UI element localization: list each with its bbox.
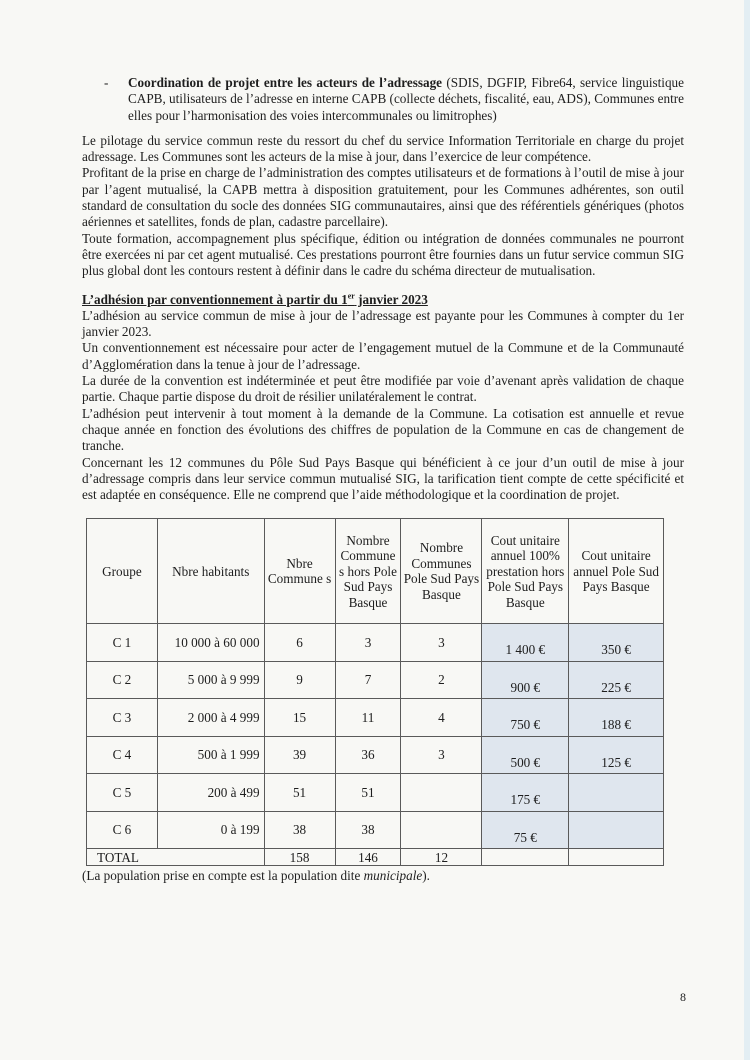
table-row <box>87 661 664 699</box>
cell-cout-psb: 125 € <box>569 736 664 774</box>
header-cout-psb: Cout unitaire annuel Pole Sud Pays Basque <box>569 519 664 624</box>
cell-cout-psb: 225 € <box>569 661 664 699</box>
cell-cout-psb <box>569 774 664 812</box>
cell-cout-psb <box>569 811 664 849</box>
total-label: TOTAL <box>87 849 265 866</box>
tarif-table <box>86 518 664 866</box>
cell-habitants: 200 à 499 <box>157 774 264 812</box>
table-row <box>87 699 664 737</box>
table-row <box>87 736 664 774</box>
heading-text-end: janvier 2023 <box>354 291 428 307</box>
cell-habitants: 5 000 à 9 999 <box>157 661 264 699</box>
cell-cout-hors: 1 400 € <box>482 624 569 662</box>
table-row <box>87 811 664 849</box>
cell-cout-hors: 900 € <box>482 661 569 699</box>
cell-cout-hors: 750 € <box>482 699 569 737</box>
cell-nbre: 9 <box>264 661 335 699</box>
header-habitants: Nbre habitants <box>157 519 264 624</box>
total-hors: 146 <box>335 849 401 866</box>
cell-cout-psb: 188 € <box>569 699 664 737</box>
cell-groupe: C 4 <box>87 736 158 774</box>
header-hors-psb: Nombre Commune s hors Pole Sud Pays Basque <box>335 519 401 624</box>
paragraph: Concernant les 12 communes du Pôle Sud Pays Basque qui bénéficient à ce jour d’un outil de mise à jour d’adressage compris dans leur service commun mutualisé SIG, la tarification tient compte de cette spécificité et est adaptée en conséquence. Elle ne comprend que l’aide méthodologique et la coordination de projet. <box>82 454 684 503</box>
header-groupe: Groupe <box>87 519 158 624</box>
cell-cout-hors: 175 € <box>482 774 569 812</box>
heading-sup: er <box>347 291 355 301</box>
section-heading <box>82 292 684 308</box>
header-cout-hors-psb: Cout unitaire annuel 100% prestation hors Pole Sud Pays Basque <box>482 519 569 624</box>
table-total-row <box>87 849 664 866</box>
total-nbre: 158 <box>264 849 335 866</box>
cell-hors: 11 <box>335 699 401 737</box>
cell-psb: 3 <box>401 736 482 774</box>
page-number: 8 <box>680 990 686 1004</box>
table-row <box>87 624 664 662</box>
table-row <box>87 774 664 812</box>
cell-psb: 2 <box>401 661 482 699</box>
cell-psb <box>401 774 482 812</box>
paragraph: Profitant de la prise en charge de l’administration des comptes utilisateurs et de formations à l’outil de mise à jour par l’agent mutualisé, la CAPB mettra à disposition gratuitement, pour les Communes adhérentes, son outil standard de consultation du socle des données SIG communautaires, ainsi que des référentiels génériques (photos aériennes et satellites, fonds de plan, cadastre parcellaire). <box>82 165 684 230</box>
note-emphasis: municipale <box>363 868 423 884</box>
cell-habitants: 500 à 1 999 <box>157 736 264 774</box>
cell-groupe: C 2 <box>87 661 158 699</box>
paragraph: La durée de la convention est indéterminée et peut être modifiée par voie d’avenant après validation de chaque partie. Chaque partie dispose du droit de résilier unilatéralement le contrat. <box>82 373 684 405</box>
cell-nbre: 15 <box>264 699 335 737</box>
cell-cout-hors: 75 € <box>482 811 569 849</box>
cell-habitants: 0 à 199 <box>157 811 264 849</box>
table-header-row <box>87 519 664 624</box>
header-nbre-communes: Nbre Commune s <box>264 519 335 624</box>
bullet-item <box>82 75 684 124</box>
cell-habitants: 10 000 à 60 000 <box>157 624 264 662</box>
scan-edge <box>744 0 750 1060</box>
note-text: (La population prise en compte est la population dite <box>82 868 364 884</box>
total-empty <box>482 849 569 866</box>
cell-groupe: C 5 <box>87 774 158 812</box>
cell-hors: 38 <box>335 811 401 849</box>
paragraph: Toute formation, accompagnement plus spécifique, édition ou intégration de données communales ne pourront être exercées ni par cet agent mutualisé. Ces prestations pourront être fournies dans un futur service commun SIG plus global dont les contours restent à définir dans le cadre du schéma directeur de mutualisation. <box>82 230 684 279</box>
header-psb: Nombre Communes Pole Sud Pays Basque <box>401 519 482 624</box>
cell-hors: 3 <box>335 624 401 662</box>
heading-text: L’adhésion par conventionnement à partir du 1 <box>82 291 348 307</box>
bullet-text: (SDIS, DGFIP, Fibre64, service linguistique CAPB, utilisateurs de l’adresse en interne CAPB (collecte déchets, fiscalité, eau, ADS), Communes entre elles pour l’harmonisation des voies intercommunales ou limitrophes) <box>128 75 684 123</box>
cell-hors: 36 <box>335 736 401 774</box>
cell-cout-psb: 350 € <box>569 624 664 662</box>
table-note <box>82 868 684 884</box>
total-psb: 12 <box>401 849 482 866</box>
cell-groupe: C 3 <box>87 699 158 737</box>
cell-nbre: 39 <box>264 736 335 774</box>
paragraph: Le pilotage du service commun reste du ressort du chef du service Information Territoriale en charge du projet adressage. Les Communes sont les acteurs de la mise à jour, dans l’exercice de leur compétence. <box>82 132 684 165</box>
cell-cout-hors: 500 € <box>482 736 569 774</box>
paragraph: Un conventionnement est nécessaire pour acter de l’engagement mutuel de la Commune et de la Communauté d’Agglomération dans la tenue à jour de l’adressage. <box>82 340 684 372</box>
cell-hors: 7 <box>335 661 401 699</box>
cell-psb <box>401 811 482 849</box>
bullet-title: Coordination de projet entre les acteurs de l’adressage <box>128 75 443 90</box>
cell-psb: 3 <box>401 624 482 662</box>
cell-groupe: C 1 <box>87 624 158 662</box>
cell-habitants: 2 000 à 4 999 <box>157 699 264 737</box>
paragraph: L’adhésion au service commun de mise à jour de l’adressage est payante pour les Communes à compter du 1er janvier 2023. <box>82 307 684 340</box>
cell-nbre: 38 <box>264 811 335 849</box>
cell-groupe: C 6 <box>87 811 158 849</box>
paragraph: L’adhésion peut intervenir à tout moment à la demande de la Commune. La cotisation est annuelle et revue chaque année en fonction des évolutions des chiffres de population de la Commune en cas de changement de tranche. <box>82 405 684 454</box>
cell-psb: 4 <box>401 699 482 737</box>
cell-nbre: 51 <box>264 774 335 812</box>
cell-hors: 51 <box>335 774 401 812</box>
note-text-end: ). <box>422 868 430 884</box>
total-empty <box>569 849 664 866</box>
bullet-dash: - <box>104 75 109 90</box>
document-body <box>82 75 684 885</box>
cell-nbre: 6 <box>264 624 335 662</box>
